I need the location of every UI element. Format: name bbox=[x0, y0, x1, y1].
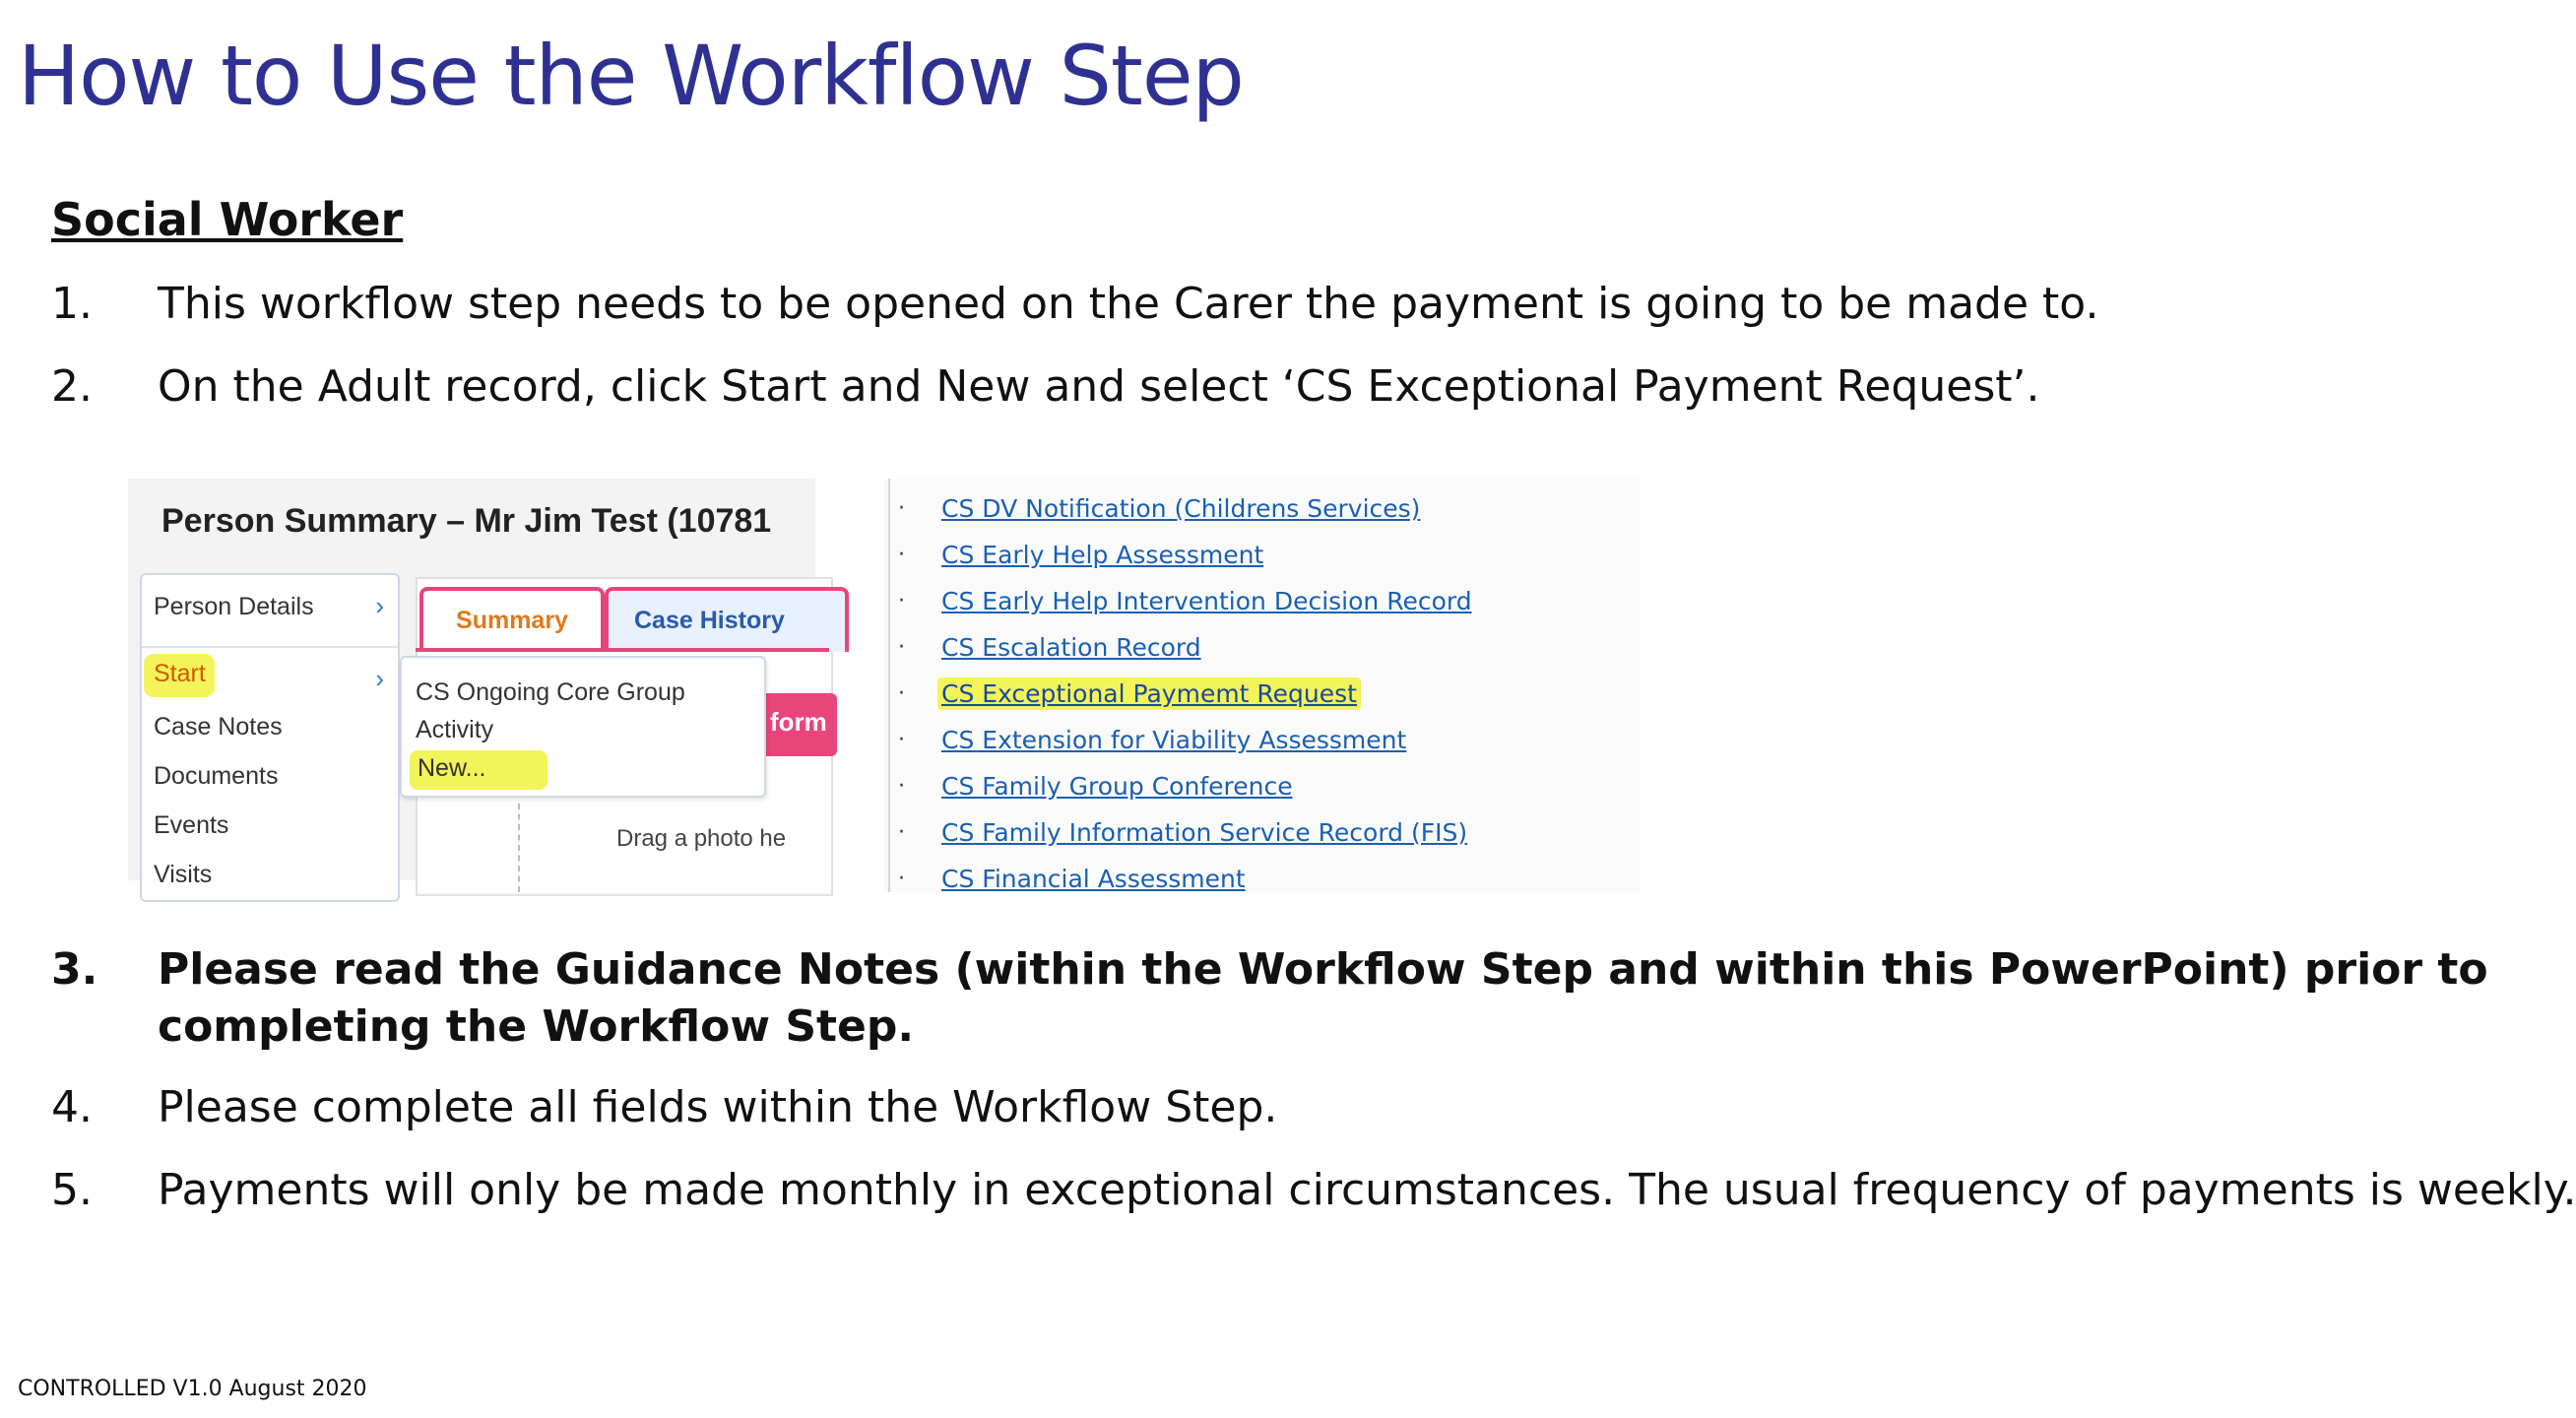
person-summary-header: Person Summary – Mr Jim Test (10781 bbox=[161, 502, 772, 540]
menu-item-documents[interactable]: Documents bbox=[154, 762, 279, 790]
photo-dropzone-text: Drag a photo he bbox=[616, 825, 787, 852]
step-text: On the Adult record, click Start and New and select ‘CS Exceptional Payment Request’. bbox=[158, 361, 2040, 412]
step-number: 5. bbox=[51, 1165, 93, 1215]
section-heading: Social Worker bbox=[51, 193, 404, 246]
slide-title: How to Use the Workflow Step bbox=[18, 28, 1244, 124]
step-number: 2. bbox=[51, 361, 93, 412]
bullet: · bbox=[898, 681, 905, 706]
list-divider bbox=[888, 479, 890, 892]
workflow-list-screenshot bbox=[884, 479, 1641, 892]
menu-divider bbox=[142, 646, 398, 648]
tab-case-history[interactable] bbox=[605, 587, 849, 652]
workflow-link[interactable]: CS Family Information Service Record (FIS) bbox=[941, 818, 1468, 847]
menu-item-person-details[interactable]: Person Details bbox=[154, 593, 314, 620]
bullet: · bbox=[898, 496, 905, 521]
chevron-right-icon: › bbox=[375, 664, 384, 693]
menu-item-visits[interactable]: Visits bbox=[154, 861, 213, 888]
step-number: 1. bbox=[51, 279, 93, 329]
bullet: · bbox=[898, 543, 905, 567]
step-number: 4. bbox=[51, 1082, 93, 1132]
photo-dropzone-border bbox=[518, 804, 522, 892]
chevron-right-icon: › bbox=[375, 591, 384, 620]
step-text: Please complete all fields within the Workflow Step. bbox=[158, 1082, 1278, 1132]
menu-item-case-notes[interactable]: Case Notes bbox=[154, 713, 283, 741]
start-submenu bbox=[400, 656, 766, 798]
menu-item-events[interactable]: Events bbox=[154, 811, 229, 839]
person-summary-screenshot bbox=[128, 479, 827, 888]
workflow-link[interactable]: CS Financial Assessment bbox=[941, 865, 1246, 893]
person-menu bbox=[140, 573, 400, 902]
bullet: · bbox=[898, 635, 905, 660]
workflow-link[interactable]: CS Exceptional Paymemt Request bbox=[937, 677, 1361, 710]
step-text: Payments will only be made monthly in exceptional circumstances. The usual frequency of payments is weekly. bbox=[158, 1165, 2576, 1215]
tab-summary[interactable] bbox=[419, 587, 605, 652]
submenu-item-new[interactable]: New... bbox=[418, 754, 486, 782]
tab-case-history-label: Case History bbox=[634, 607, 785, 634]
document-control-footer: CONTROLLED V1.0 August 2020 bbox=[18, 1377, 367, 1401]
bullet: · bbox=[898, 820, 905, 845]
workflow-link[interactable]: CS Extension for Viability Assessment bbox=[941, 726, 1407, 754]
tab-summary-label: Summary bbox=[456, 607, 568, 634]
form-button[interactable] bbox=[758, 693, 837, 756]
step-number: 3. bbox=[51, 944, 98, 995]
workflow-link[interactable]: CS Family Group Conference bbox=[941, 772, 1293, 801]
form-button-label: form bbox=[770, 707, 827, 737]
bullet: · bbox=[898, 867, 905, 891]
bullet: · bbox=[898, 728, 905, 752]
step-text: This workflow step needs to be opened on the Carer the payment is going to be made to. bbox=[158, 279, 2099, 329]
step-text: Please read the Guidance Notes (within the Workflow Step and within this PowerPoint) prior to completing the Workflow Step. bbox=[158, 944, 2488, 1052]
tab-underline bbox=[416, 648, 829, 652]
menu-item-start[interactable]: Start bbox=[154, 660, 206, 687]
workflow-link[interactable]: CS Early Help Intervention Decision Record bbox=[941, 587, 1472, 615]
bullet: · bbox=[898, 589, 905, 613]
workflow-link[interactable]: CS Escalation Record bbox=[941, 633, 1201, 662]
submenu-item-ongoing-core-group[interactable]: CS Ongoing Core Group Activity bbox=[416, 678, 685, 743]
bullet: · bbox=[898, 774, 905, 799]
workflow-link[interactable]: CS Early Help Assessment bbox=[941, 541, 1264, 569]
workflow-link[interactable]: CS DV Notification (Childrens Services) bbox=[941, 494, 1421, 523]
